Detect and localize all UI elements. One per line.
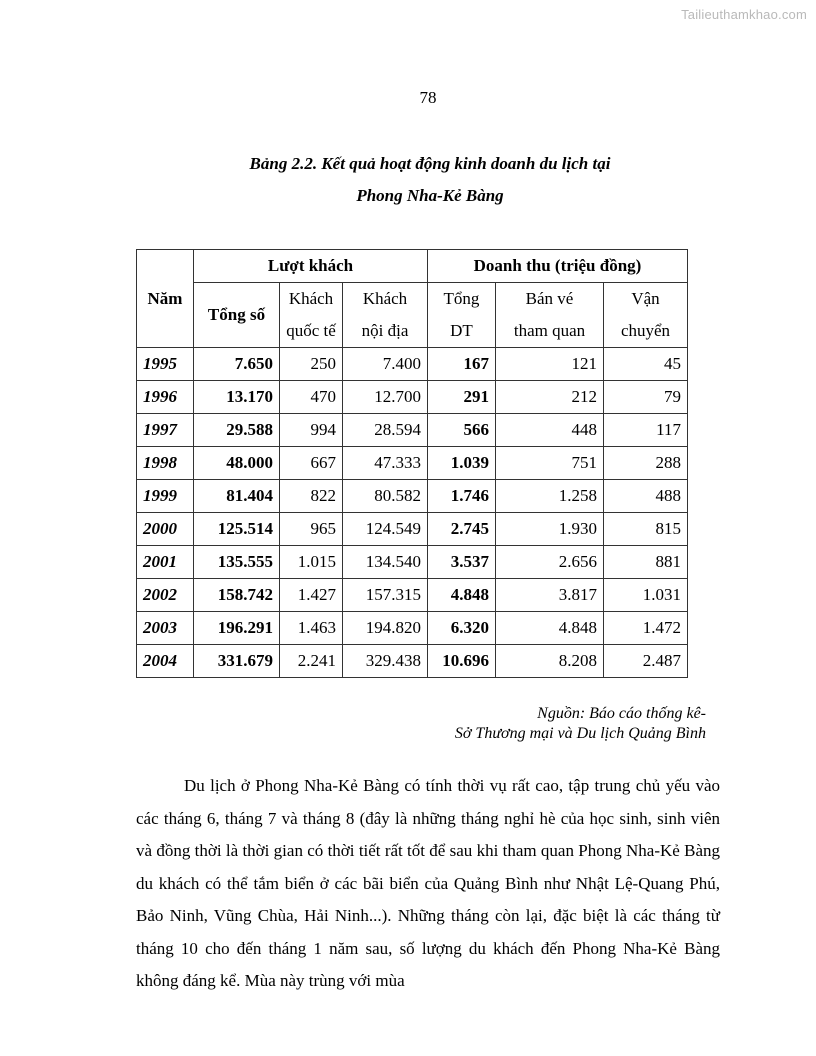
cell-domestic-visitors: 28.594: [343, 414, 428, 447]
cell-tickets: 1.930: [496, 513, 604, 546]
table-row: [137, 480, 688, 513]
cell-year: 2004: [137, 645, 194, 678]
cell-total-revenue: 6.320: [428, 612, 496, 645]
cell-intl-visitors: 1.463: [280, 612, 343, 645]
cell-total-visitors: 81.404: [194, 480, 280, 513]
table-title-line-1: Bảng 2.2. Kết quả hoạt động kinh doanh du lịch tại: [249, 154, 611, 173]
cell-total-revenue: 2.745: [428, 513, 496, 546]
cell-intl-visitors: 2.241: [280, 645, 343, 678]
table-title-line-2: Phong Nha-Kẻ Bàng: [356, 186, 504, 205]
cell-tickets: 448: [496, 414, 604, 447]
cell-tickets: 8.208: [496, 645, 604, 678]
cell-transport: 2.487: [604, 645, 688, 678]
table-row: [137, 612, 688, 645]
header-transport-line-2: chuyển: [620, 321, 671, 340]
table-row: [137, 414, 688, 447]
cell-total-revenue: 1.039: [428, 447, 496, 480]
header-transport: [604, 283, 688, 348]
cell-total-visitors: 158.742: [194, 579, 280, 612]
cell-year: 1995: [137, 348, 194, 381]
cell-transport: 117: [604, 414, 688, 447]
header-revenue-line-1: Tổng: [443, 289, 480, 308]
cell-domestic-visitors: 47.333: [343, 447, 428, 480]
header-row-groups: [137, 250, 688, 283]
table-row: [137, 348, 688, 381]
cell-total-visitors: 48.000: [194, 447, 280, 480]
cell-year: 1997: [137, 414, 194, 447]
source-line-2: Sở Thương mại và Du lịch Quảng Bình: [454, 725, 706, 742]
cell-year: 1996: [137, 381, 194, 414]
cell-intl-visitors: 1.015: [280, 546, 343, 579]
body-text: [136, 770, 720, 998]
table-row: [137, 579, 688, 612]
table-row: [137, 513, 688, 546]
cell-tickets: 2.656: [496, 546, 604, 579]
cell-total-revenue: 10.696: [428, 645, 496, 678]
cell-year: 1999: [137, 480, 194, 513]
cell-tickets: 751: [496, 447, 604, 480]
body-paragraph: Du lịch ở Phong Nha-Kẻ Bàng có tính thời vụ rất cao, tập trung chủ yếu vào các tháng 6, tháng 7 và tháng 8 (đây là những tháng nghỉ hè của học sinh, sinh viên và đồng thời là thời gian có thời tiết rất tốt để sau khi tham quan Phong Nha-Kẻ Bàng du khách có thể tắm biển ở các bãi biển của Quảng Bình như Nhật Lệ-Quang Phú, Bảo Ninh, Vũng Chùa, Hải Ninh...). Những tháng còn lại, đặc biệt là các tháng từ tháng 10 cho đến tháng 1 năm sau, số lượng du khách đến Phong Nha-Kẻ Bàng không đáng kể. Mùa này trùng với mùa: [136, 776, 720, 990]
cell-transport: 488: [604, 480, 688, 513]
cell-tickets: 1.258: [496, 480, 604, 513]
header-domestic-line-2: nội địa: [361, 321, 409, 340]
tourism-results-table: [136, 249, 688, 678]
cell-transport: 815: [604, 513, 688, 546]
header-intl-line-2: quốc tế: [286, 321, 336, 340]
header-tickets-line-1: Bán vé: [525, 289, 574, 308]
table-source: [455, 704, 706, 744]
header-group-visitors: Lượt khách: [194, 250, 428, 283]
cell-transport: 45: [604, 348, 688, 381]
source-line-1: Nguồn: Báo cáo thống kê-: [537, 705, 706, 722]
cell-intl-visitors: 822: [280, 480, 343, 513]
page-number: 78: [419, 88, 437, 107]
cell-tickets: 212: [496, 381, 604, 414]
header-intl-visitors: [280, 283, 343, 348]
cell-year: 2003: [137, 612, 194, 645]
cell-total-revenue: 3.537: [428, 546, 496, 579]
header-tickets-line-2: tham quan: [513, 321, 586, 340]
cell-year: 1998: [137, 447, 194, 480]
cell-total-revenue: 167: [428, 348, 496, 381]
header-domestic-line-1: Khách: [362, 289, 408, 308]
header-domestic-visitors: [343, 283, 428, 348]
cell-year: 2000: [137, 513, 194, 546]
header-transport-line-1: Vận: [631, 289, 660, 308]
cell-total-revenue: 566: [428, 414, 496, 447]
cell-total-revenue: 291: [428, 381, 496, 414]
cell-domestic-visitors: 7.400: [343, 348, 428, 381]
header-revenue-line-2: DT: [450, 321, 473, 340]
cell-year: 2002: [137, 579, 194, 612]
table-row: [137, 645, 688, 678]
cell-transport: 1.472: [604, 612, 688, 645]
table-row: [137, 546, 688, 579]
cell-total-visitors: 196.291: [194, 612, 280, 645]
cell-intl-visitors: 1.427: [280, 579, 343, 612]
cell-tickets: 121: [496, 348, 604, 381]
cell-transport: 79: [604, 381, 688, 414]
cell-total-visitors: 7.650: [194, 348, 280, 381]
cell-year: 2001: [137, 546, 194, 579]
cell-transport: 1.031: [604, 579, 688, 612]
cell-intl-visitors: 994: [280, 414, 343, 447]
cell-intl-visitors: 667: [280, 447, 343, 480]
header-intl-line-1: Khách: [288, 289, 334, 308]
cell-total-revenue: 1.746: [428, 480, 496, 513]
cell-transport: 288: [604, 447, 688, 480]
header-group-revenue: Doanh thu (triệu đồng): [428, 250, 688, 283]
cell-total-revenue: 4.848: [428, 579, 496, 612]
header-tickets: [496, 283, 604, 348]
cell-total-visitors: 135.555: [194, 546, 280, 579]
table-row: [137, 447, 688, 480]
cell-domestic-visitors: 329.438: [343, 645, 428, 678]
cell-intl-visitors: 250: [280, 348, 343, 381]
header-total-revenue: [428, 283, 496, 348]
cell-intl-visitors: 470: [280, 381, 343, 414]
header-total-visitors: Tổng số: [194, 283, 280, 348]
cell-transport: 881: [604, 546, 688, 579]
header-year: Năm: [137, 250, 194, 348]
cell-domestic-visitors: 157.315: [343, 579, 428, 612]
cell-total-visitors: 29.588: [194, 414, 280, 447]
cell-domestic-visitors: 12.700: [343, 381, 428, 414]
table-row: [137, 381, 688, 414]
watermark: Tailieuthamkhao.com: [681, 7, 807, 22]
cell-domestic-visitors: 80.582: [343, 480, 428, 513]
cell-domestic-visitors: 194.820: [343, 612, 428, 645]
cell-tickets: 4.848: [496, 612, 604, 645]
cell-total-visitors: 13.170: [194, 381, 280, 414]
cell-total-visitors: 331.679: [194, 645, 280, 678]
cell-domestic-visitors: 124.549: [343, 513, 428, 546]
cell-tickets: 3.817: [496, 579, 604, 612]
cell-intl-visitors: 965: [280, 513, 343, 546]
cell-domestic-visitors: 134.540: [343, 546, 428, 579]
cell-total-visitors: 125.514: [194, 513, 280, 546]
